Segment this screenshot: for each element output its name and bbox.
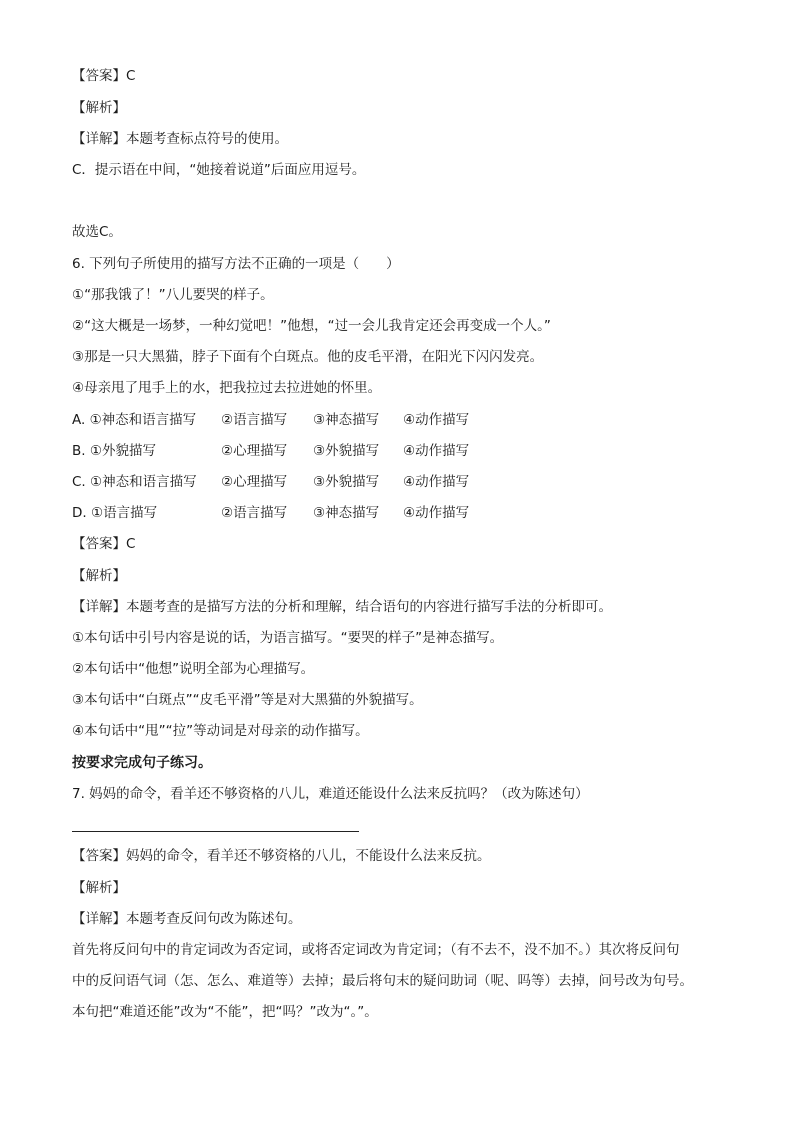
analysis-label: 【解析】 <box>72 100 126 116</box>
option-c-note: C．提示语在中间，“她接着说道”后面应用逗号。 <box>72 162 366 178</box>
option-a-col3: ③神态描写 <box>313 412 380 428</box>
question-6: 6. 下列句子所使用的描写方法不正确的一项是（ ） <box>72 256 400 272</box>
answer-label: 【答案】妈妈的命令，看羊还不够资格的八儿，不能设什么法来反抗。 <box>72 848 491 864</box>
option-a-col2: ②语言描写 <box>221 412 288 428</box>
explanation-3: ③本句话中“白斑点”“皮毛平滑”等是对大黑猫的外貌描写。 <box>72 692 423 708</box>
section-heading: 按要求完成句子练习。 <box>72 755 212 771</box>
question-7: 7. 妈妈的命令，看羊还不够资格的八儿，难道还能设什么法来反抗吗？（改为陈述句） <box>72 786 589 802</box>
detail-text: 【详解】本题考查的是描写方法的分析和理解，结合语句的内容进行描写手法的分析即可。 <box>72 599 612 615</box>
paragraph-line-2: 中的反问语气词（怎、怎么、难道等）去掉；最后将句末的疑问助词（呢、吗等）去掉，问号改为句号。 <box>72 973 693 989</box>
explanation-4: ④本句话中“甩”“拉”等动词是对母亲的动作描写。 <box>72 723 369 739</box>
option-d-col3: ③神态描写 <box>313 505 380 521</box>
option-d-col2: ②语言描写 <box>221 505 288 521</box>
option-b-col4: ④动作描写 <box>403 443 470 459</box>
answer-label: 【答案】C <box>72 536 136 552</box>
option-b-col1: B. ①外貌描写 <box>72 443 156 459</box>
explanation-1: ①本句话中引号内容是说的话，为语言描写。“要哭的样子”是神态描写。 <box>72 630 504 646</box>
sentence-3: ③那是一只大黑猫，脖子下面有个白斑点。他的皮毛平滑，在阳光下闪闪发亮。 <box>72 349 544 365</box>
explanation-2: ②本句话中“他想”说明全部为心理描写。 <box>72 661 315 677</box>
answer-blank-line <box>72 831 359 832</box>
conclusion-text: 故选C。 <box>72 224 122 240</box>
option-c-col1: C. ①神态和语言描写 <box>72 474 197 490</box>
option-d-col1: D. ①语言描写 <box>72 505 158 521</box>
detail-text: 【详解】本题考查反问句改为陈述句。 <box>72 911 302 927</box>
option-c-col2: ②心理描写 <box>221 474 288 490</box>
analysis-label: 【解析】 <box>72 880 126 896</box>
option-b-col2: ②心理描写 <box>221 443 288 459</box>
sentence-2: ②“这大概是一场梦，一种幻觉吧！”他想，“过一会儿我肯定还会再变成一个人。” <box>72 318 551 334</box>
option-a-col1: A. ①神态和语言描写 <box>72 412 197 428</box>
paragraph-line-1: 首先将反问句中的肯定词改为否定词，或将否定词改为肯定词；（有不去不，没不加不。）其次将反问句 <box>72 942 680 958</box>
option-d-col4: ④动作描写 <box>403 505 470 521</box>
sentence-1: ①“那我饿了！”八儿要哭的样子。 <box>72 287 274 303</box>
option-b-col3: ③外貌描写 <box>313 443 380 459</box>
option-c-col4: ④动作描写 <box>403 474 470 490</box>
paragraph-line-3: 本句把“难道还能”改为“不能”，把“吗？”改为“。”。 <box>72 1004 378 1020</box>
option-a-col4: ④动作描写 <box>403 412 470 428</box>
analysis-label: 【解析】 <box>72 568 126 584</box>
sentence-4: ④母亲甩了甩手上的水，把我拉过去拉进她的怀里。 <box>72 380 382 396</box>
option-c-col3: ③外貌描写 <box>313 474 380 490</box>
detail-text: 【详解】本题考查标点符号的使用。 <box>72 131 288 147</box>
answer-label: 【答案】C <box>72 68 136 84</box>
